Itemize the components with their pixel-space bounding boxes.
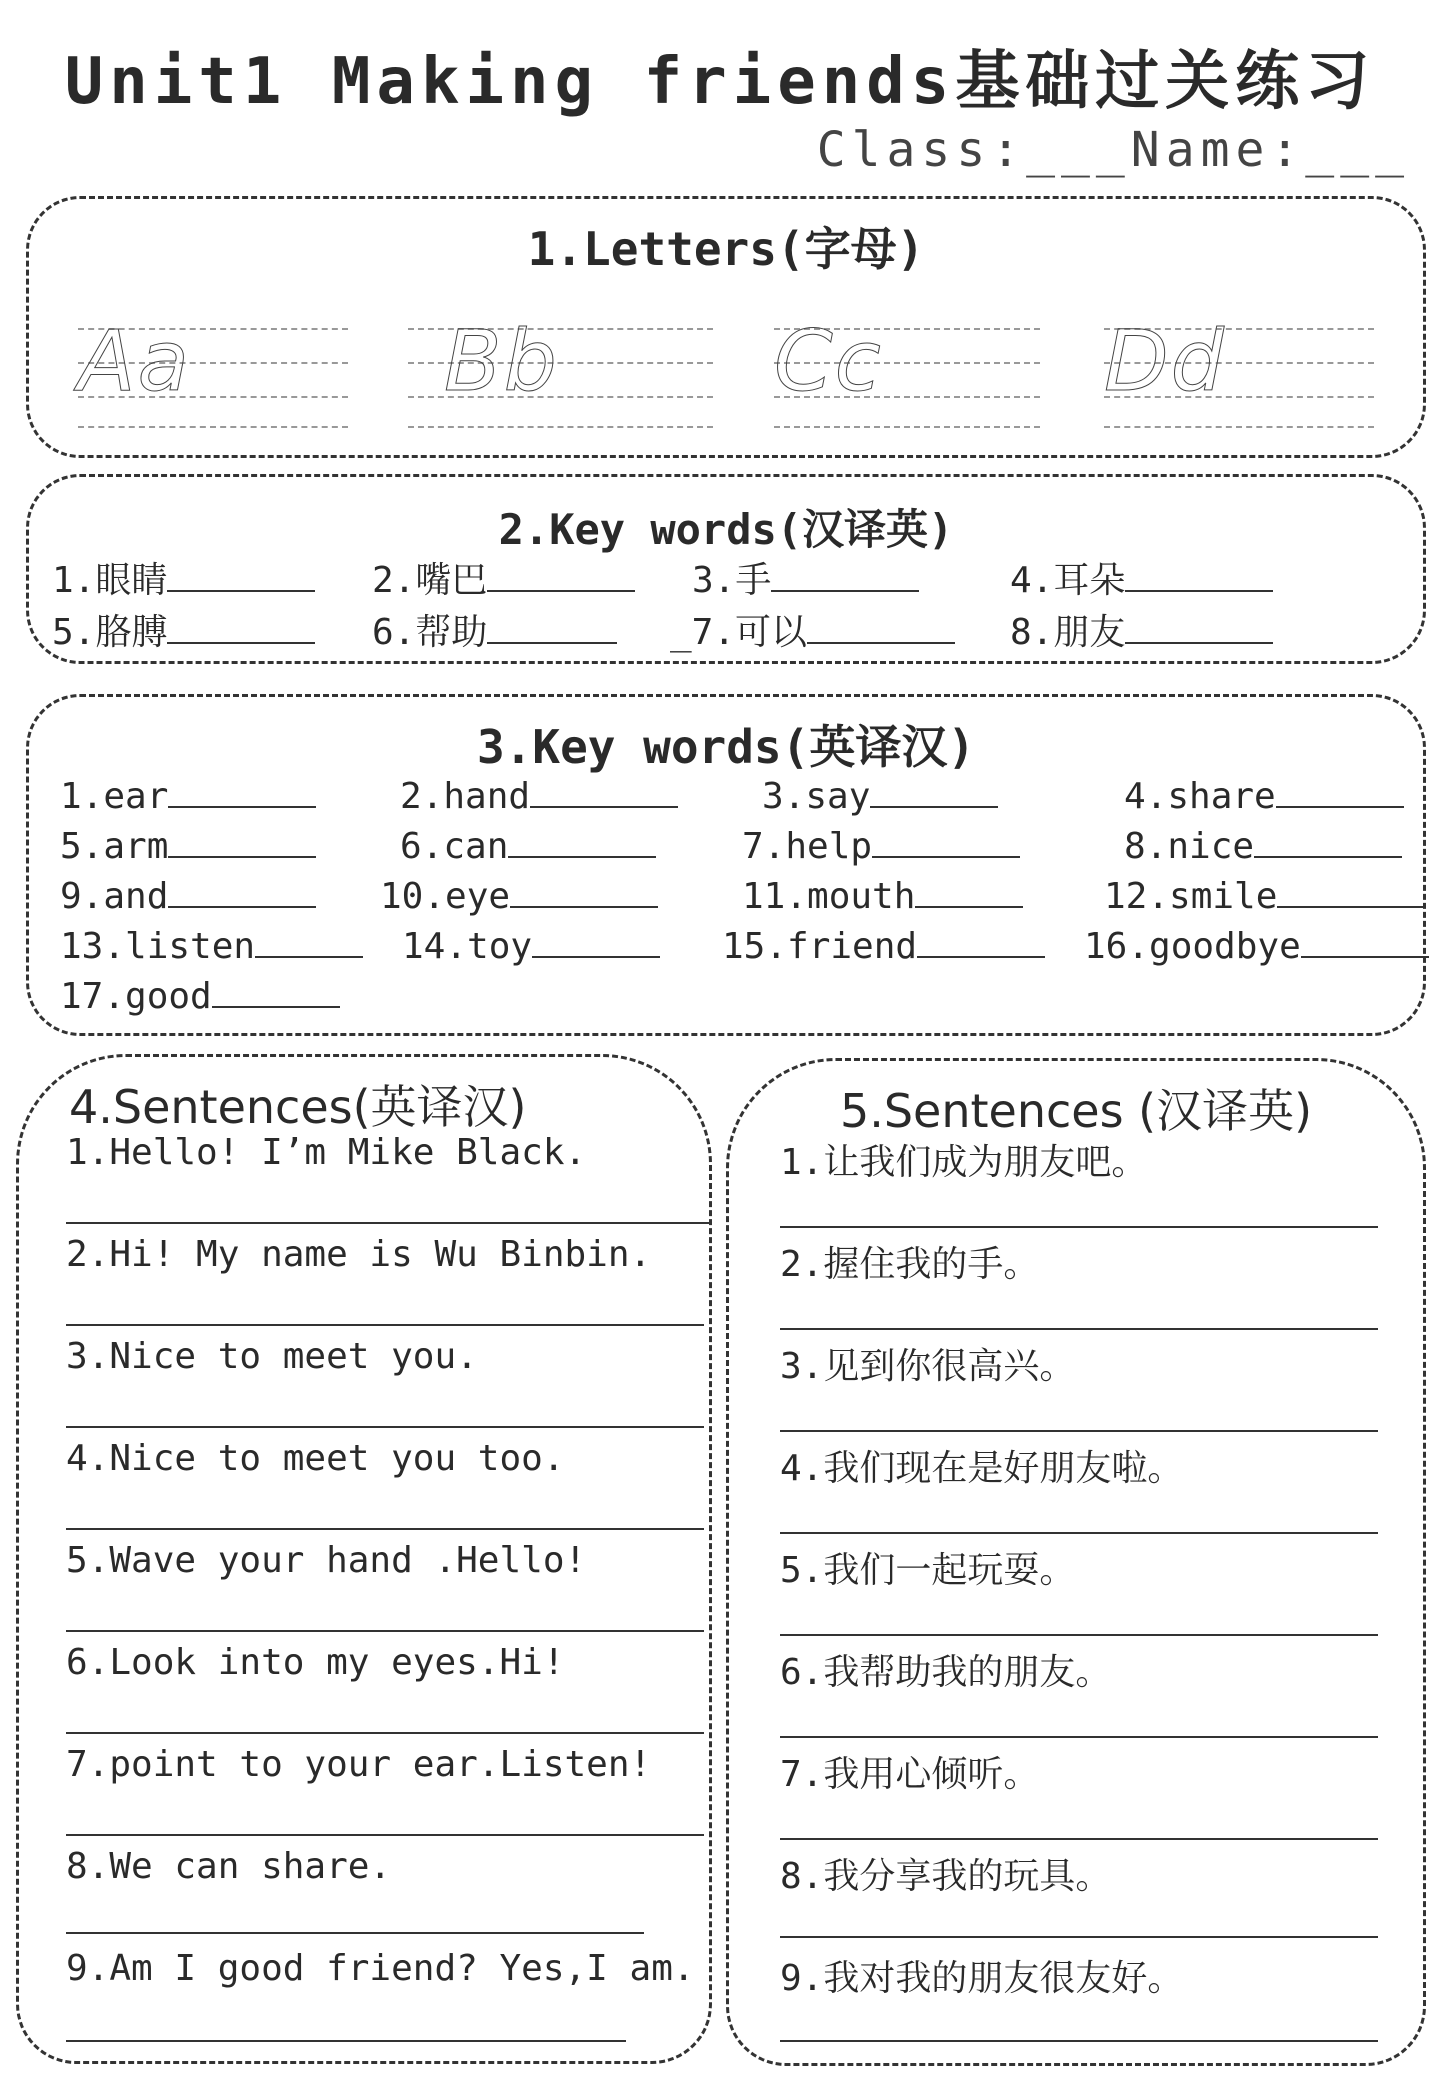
sentence-item: 2.握住我的手。	[780, 1244, 1040, 1285]
sentence-item: 7.point to your ear.Listen!	[66, 1744, 652, 1785]
answer-line	[66, 1630, 704, 1632]
answer-line	[66, 1834, 704, 1836]
sentence-item: 4.Nice to meet you too.	[66, 1438, 565, 1479]
word-item: 6.帮助	[372, 604, 617, 655]
answer-line	[780, 1226, 1378, 1228]
word-item: 12.smile	[1104, 876, 1425, 917]
word-item: 17.good	[60, 976, 340, 1017]
word-item: 2.hand	[400, 776, 678, 817]
sentence-item: 1.让我们成为朋友吧。	[780, 1142, 1148, 1183]
word-item: 8.nice	[1124, 826, 1402, 867]
word-item: 5.arm	[60, 826, 316, 867]
answer-line	[780, 1936, 1378, 1938]
answer-line	[780, 1532, 1378, 1534]
word-item: 2.嘴巴	[372, 552, 635, 603]
answer-line	[780, 1838, 1378, 1840]
answer-line	[780, 1430, 1378, 1432]
word-item: 6.can	[400, 826, 656, 867]
sentence-item: 2.Hi! My name is Wu Binbin.	[66, 1234, 652, 1275]
letter-glyph: Cc	[774, 312, 883, 410]
word-item: 11.mouth	[742, 876, 1023, 917]
page-title: Unit1 Making friends基础过关练习	[64, 45, 1376, 119]
answer-line	[66, 1324, 704, 1326]
sentence-item: 7.我用心倾听。	[780, 1754, 1040, 1795]
sentence-item: 3.Nice to meet you.	[66, 1336, 478, 1377]
word-item: 5.胳膊	[52, 604, 315, 655]
word-item: 1.ear	[60, 776, 316, 817]
letter-practice-cc	[774, 300, 1040, 430]
key-words-cn-heading: 2.Key words(汉译英)	[498, 505, 954, 554]
word-item: 1.眼睛	[52, 552, 315, 603]
sentence-item: 9.Am I good friend? Yes,I am.	[66, 1948, 695, 1989]
sentence-item: 4.我们现在是好朋友啦。	[780, 1448, 1184, 1489]
answer-line	[780, 1736, 1378, 1738]
word-item: 14.toy	[402, 926, 660, 967]
letter-practice-aa	[78, 300, 348, 430]
answer-line	[780, 2040, 1378, 2042]
sentence-item: 6.我帮助我的朋友。	[780, 1652, 1112, 1693]
sentences-en-heading: 4.Sentences(英译汉)	[69, 1080, 527, 1134]
answer-line	[66, 1732, 704, 1734]
word-item: 10.eye	[380, 876, 658, 917]
sentence-item: 6.Look into my eyes.Hi!	[66, 1642, 565, 1683]
word-item: 9.and	[60, 876, 316, 917]
letter-practice-dd	[1104, 300, 1374, 430]
letter-practice-bb	[408, 300, 713, 430]
letters-heading: 1.Letters(字母)	[527, 222, 925, 276]
letter-glyph: Bb	[444, 312, 559, 410]
word-item: _7.可以	[670, 604, 955, 655]
answer-line	[780, 1328, 1378, 1330]
word-item: 4.share	[1124, 776, 1404, 817]
word-item: 3.手	[692, 552, 919, 603]
sentence-item: 1.Hello! I’m Mike Black.	[66, 1132, 587, 1173]
sentence-item: 3.见到你很高兴。	[780, 1346, 1076, 1387]
answer-line	[66, 2040, 626, 2042]
word-item: 13.listen	[60, 926, 363, 967]
answer-line	[780, 1634, 1378, 1636]
answer-line	[66, 1426, 704, 1428]
class-name-line: Class:___Name:___	[816, 122, 1410, 178]
answer-line	[66, 1932, 644, 1934]
letter-glyph: Dd	[1104, 312, 1227, 410]
sentence-item: 8.我分享我的玩具。	[780, 1856, 1112, 1897]
answer-line	[66, 1222, 710, 1224]
sentence-item: 9.我对我的朋友很友好。	[780, 1958, 1184, 1999]
sentences-cn-heading: 5.Sentences (汉译英)	[839, 1084, 1313, 1138]
answer-line	[66, 1528, 704, 1530]
word-item: 7.help	[742, 826, 1020, 867]
letter-glyph: Aa	[78, 312, 191, 410]
word-item: 16.goodbye	[1084, 926, 1429, 967]
sentence-item: 5.Wave your hand .Hello!	[66, 1540, 587, 1581]
sentence-item: 5.我们一起玩耍。	[780, 1550, 1076, 1591]
key-words-en-heading: 3.Key words(英译汉)	[476, 720, 976, 774]
sentence-item: 8.We can share.	[66, 1846, 392, 1887]
word-item: 4.耳朵	[1010, 552, 1273, 603]
word-item: 8.朋友	[1010, 604, 1273, 655]
word-item: 3.say	[762, 776, 998, 817]
word-item: 15.friend	[722, 926, 1045, 967]
